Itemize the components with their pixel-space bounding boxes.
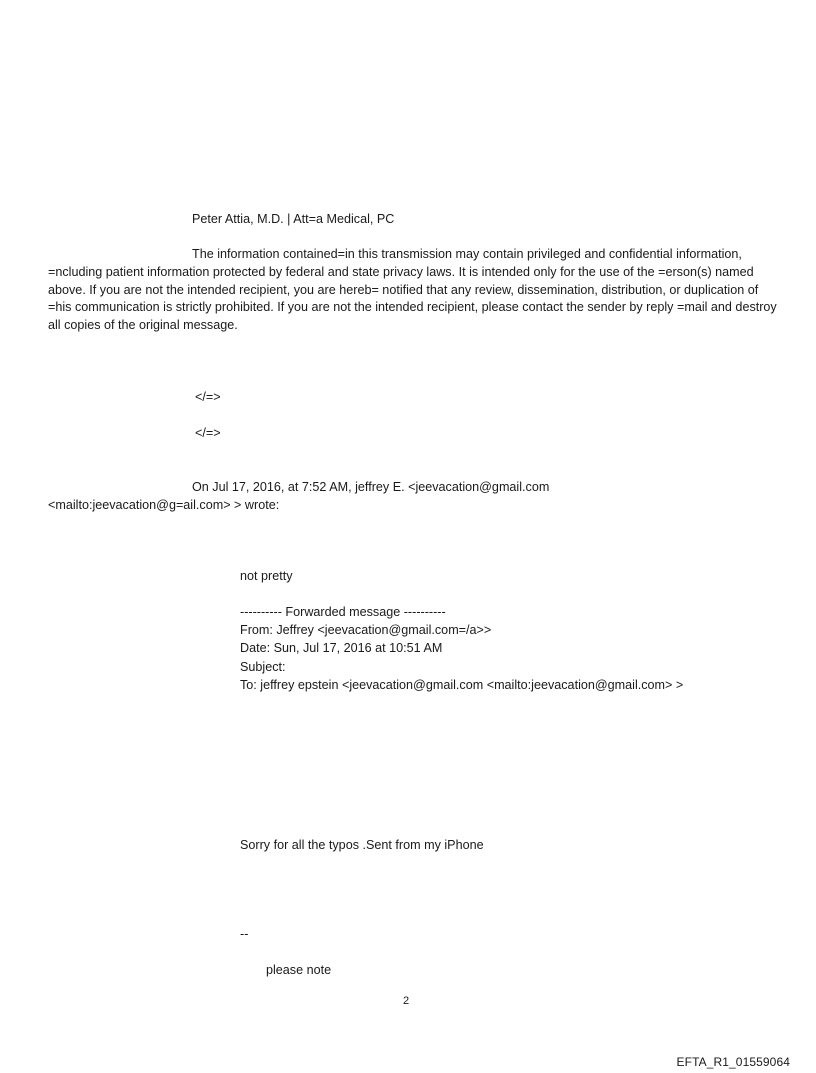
forwarded-separator: ---------- Forwarded message ---------- — [240, 605, 446, 619]
forwarded-to: To: jeffrey epstein <jeevacation@gmail.com <mailto:jeevacation@gmail.com> > — [240, 677, 684, 692]
page-number: 2 — [403, 995, 410, 1007]
quote-header-line-2: <mailto:jeevacation@g=ail.com> > wrote: — [48, 497, 280, 512]
bates-number: EFTA_R1_01559064 — [676, 1055, 790, 1069]
body-text: not pretty — [240, 569, 293, 583]
quote-header — [48, 479, 788, 515]
signature-dashes: -- — [240, 927, 249, 941]
forwarded-subject: Subject: — [240, 659, 286, 674]
please-note: please note — [266, 963, 332, 977]
tag-line-1: </=> — [195, 390, 221, 404]
forwarded-from: From: Jeffrey <jeevacation@gmail.com=/a>> — [240, 623, 492, 638]
iphone-signature: Sorry for all the typos .Sent from my iPhone — [240, 838, 484, 852]
confidentiality-text: The information contained=in this transmission may contain privileged and confidential information, =ncluding patient information protected by federal and state privacy laws. It is intended only for the use of the =erson(s) named above. If you are not the intended recipient, you are hereb= notified that any review, dissemination, distribution, or duplication of =his communication is strictly prohibited. If you are not the intended recipient, please contact the sender by reply =mail and destroy all copies of the original message. — [48, 247, 777, 333]
signature-line: Peter Attia, M.D. | Att=a Medical, PC — [192, 212, 395, 226]
tag-line-2: </=> — [195, 426, 221, 440]
forwarded-message-block — [240, 603, 683, 694]
confidentiality-notice — [48, 246, 783, 335]
quote-header-line-1: On Jul 17, 2016, at 7:52 AM, jeffrey E. <jeevacation@gmail.com — [192, 480, 550, 494]
forwarded-date: Date: Sun, Jul 17, 2016 at 10:51 AM — [240, 641, 443, 656]
